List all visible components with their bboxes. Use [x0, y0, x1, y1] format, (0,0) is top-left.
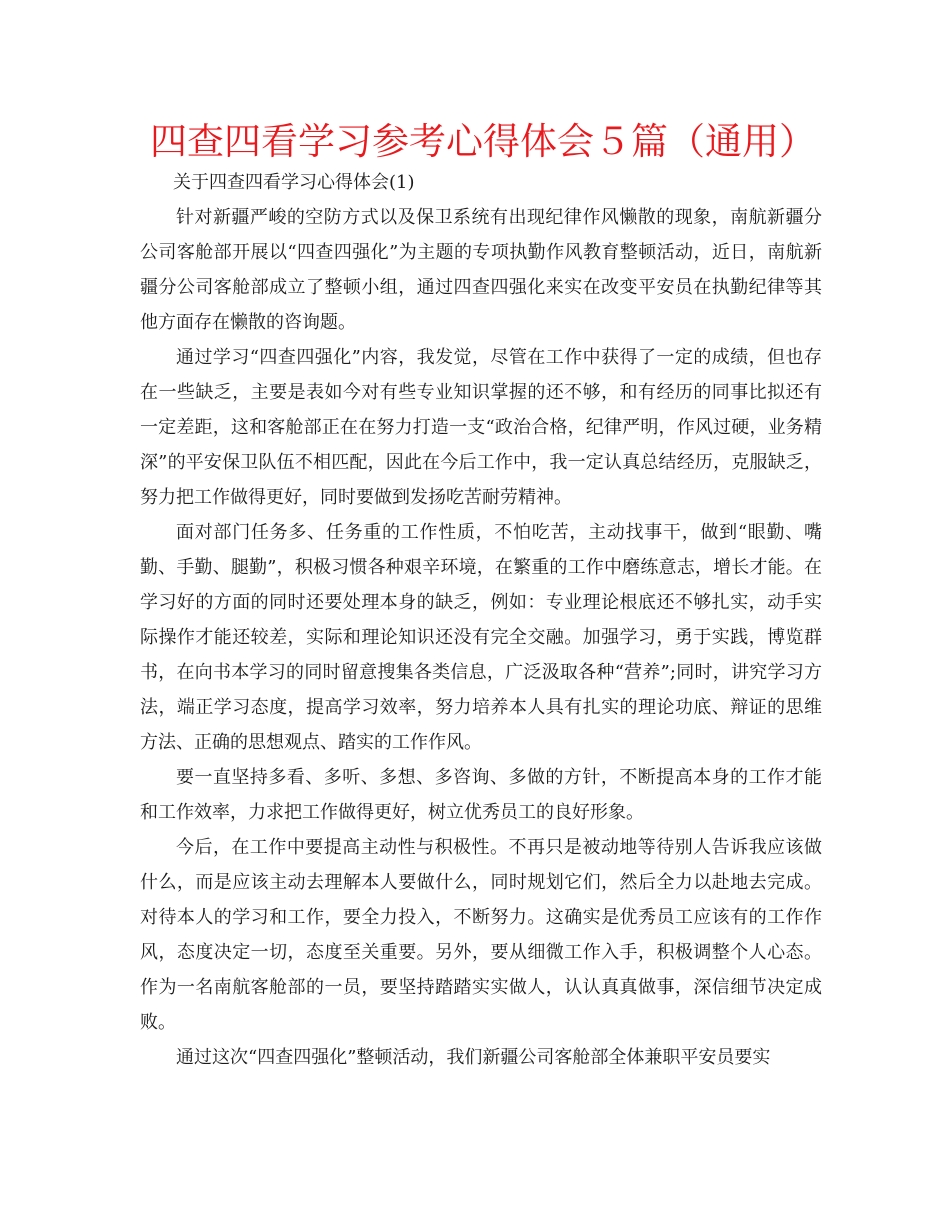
paragraph-4: 要一直坚持多看、多听、多想、多咨询、多做的方针，不断提高本身的工作才能和工作效率，力求把工作做得更好，树立优秀员工的良好形象。 — [140, 767, 822, 823]
paragraph-2: 通过学习“四查四强化”内容，我发觉，尽管在工作中获得了一定的成绩，但也存在一些缺乏，主要是表如今对有些专业知识掌握的还不够，和有经历的同事比拟还有一定差距，这和客舱部正在在努力打造一支“政治合格，纪律严明，作风过硬，业务精深”的平安保卫队伍不相匹配，因此在今后工作中，我一定认真总结经历，克服缺乏，努力把工作做得更好，同时要做到发扬吃苦耐劳精神。 — [140, 347, 822, 508]
paragraph-5: 今后，在工作中要提高主动性与积极性。不再只是被动地等待别人告诉我应该做什么，而是应该主动去理解本人要做什么，同时规划它们，然后全力以赴地去完成。对待本人的学习和工作，要全力投入，不断努力。这确实是优秀员工应该有的工作作风，态度决定一切，态度至关重要。另外，要从细微工作入手，积极调整个人心态。作为一名南航客舱部的一员，要坚持踏踏实实做人，认认真真做事，深信细节决定成败。 — [140, 837, 822, 1033]
document-subtitle: 关于四查四看学习心得体会(1) — [173, 172, 415, 193]
paragraph-3: 面对部门任务多、任务重的工作性质，不怕吃苦，主动找事干，做到“眼勤、嘴勤、手勤、腿勤”，积极习惯各种艰辛环境，在繁重的工作中磨练意志，增长才能。在学习好的方面的同时还要处理本身的缺乏，例如：专业理论根底还不够扎实，动手实际操作才能还较差，实际和理论知识还没有完全交融。加强学习，勇于实践，博览群书，在向书本学习的同时留意搜集各类信息，广泛汲取各种“营养”;同时，讲究学习方法，端正学习态度，提高学习效率，努力培养本人具有扎实的理论功底、辩证的思维方法、正确的思想观点、踏实的工作作风。 — [140, 522, 822, 753]
document-body — [140, 165, 822, 1075]
document-title: 四查四看学习参考心得体会５篇（通用） — [150, 120, 816, 163]
paragraph-1: 针对新疆严峻的空防方式以及保卫系统有出现纪律作风懒散的现象，南航新疆分公司客舱部开展以“四查四强化”为主题的专项执勤作风教育整顿活动，近日，南航新疆分公司客舱部成立了整顿小组，通过四查四强化来实在改变平安员在执勤纪律等其他方面存在懒散的咨询题。 — [140, 207, 822, 333]
paragraph-6: 通过这次“四查四强化”整顿活动，我们新疆公司客舱部全体兼职平安员要实 — [176, 1047, 771, 1068]
